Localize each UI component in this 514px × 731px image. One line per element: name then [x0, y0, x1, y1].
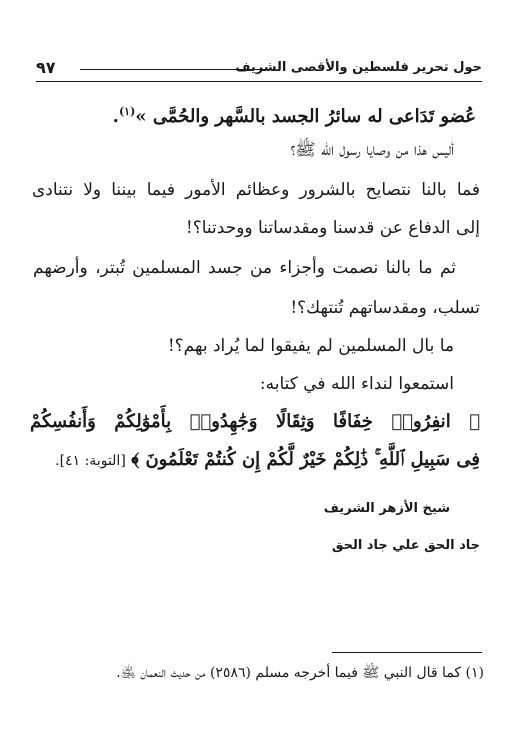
body-line-7: ما بال المسلمين لم يفيقوا لما يُراد بهم؟! — [167, 336, 454, 356]
body-line-3: فما بالنا نتصايح بالشرور وعظائم الأمور فيما بيننا ولا نتنادى — [32, 180, 480, 200]
body-line-1 — [113, 100, 476, 129]
quran-line-2-text: فِى سَبِيلِ ٱللَّهِ ۚ ذَٰلِكُمْ خَيْرٌ لَّكُمْ إِن كُنتُمْ تَعْلَمُونَ ﴾ — [131, 449, 480, 470]
quran-line-1: ﴿ انفِرُوا۟ خِفَافًا وَثِقَالًا وَجَٰهِدُوا۟ بِأَمْوَٰلِكُمْ وَأَنفُسِكُمْ — [30, 411, 480, 432]
body-line-1-text: عُضو تَدَاعى له سائرُ الجسد بالسَّهر والحُمَّى » — [135, 106, 476, 127]
signature-title: شيخ الأزهر الشريف — [323, 501, 450, 516]
body-line-1-end: . — [112, 106, 119, 127]
running-header — [36, 56, 482, 82]
quran-reference: [التوبة: ٤١]. — [55, 453, 126, 469]
page-number: ٩٧ — [36, 58, 56, 77]
body-line-4: إلى الدفاع عن قدسنا ومقدساتنا ووحدتنا؟! — [185, 218, 480, 238]
footnote-marker: (١) — [118, 105, 136, 118]
quran-line-2 — [55, 448, 480, 473]
body-line-8: استمعوا لنداء الله في كتابه: — [259, 374, 454, 394]
footnote: (١) كما قال النبي ﷺ فيما أخرجه مسلم (٢٥٨٦) من حديث النعمان ﵁. — [116, 665, 484, 681]
body-line-6: تسلب، ومقدساتهم تُنتهك؟! — [290, 298, 480, 318]
header-rule — [80, 69, 270, 70]
footnote-rule — [332, 652, 482, 653]
header-title: حول تحرير فلسطين والأقصى الشريف — [235, 60, 482, 75]
body-line-5: ثم ما بالنا نصمت وأجزاء من جسد المسلمين تُبتر، وأرضهم — [33, 258, 456, 278]
signature-name: جاد الحق علي جاد الحق — [331, 538, 480, 553]
body-line-2: أليس هذا من وصايا رسول الله ﷺ؟ — [290, 140, 454, 160]
header-underline — [36, 81, 482, 82]
